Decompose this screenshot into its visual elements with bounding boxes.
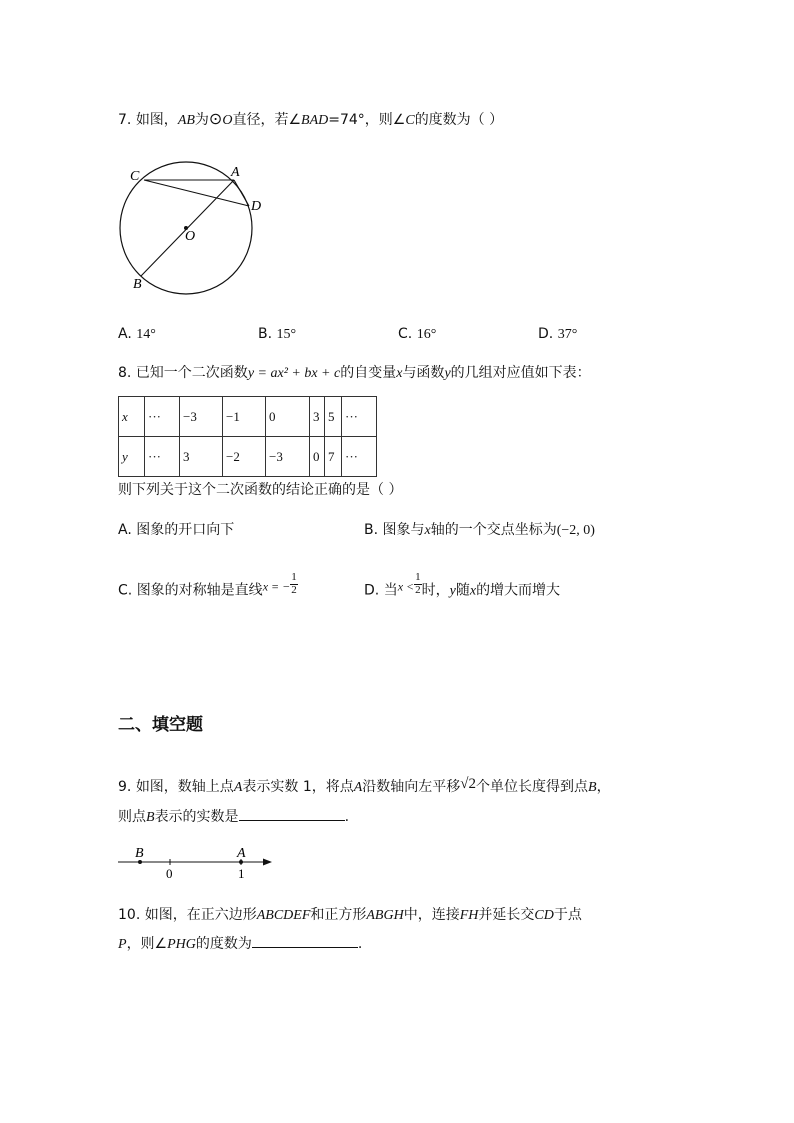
table-cell: 3 (310, 397, 325, 437)
q7-option-d[interactable]: D. 37° (538, 326, 578, 342)
fraction-one-half: $\frac{1}{2}$ (415, 571, 421, 596)
table-cell: −1 (223, 397, 266, 437)
q7-number: 7. (118, 112, 136, 128)
q8-option-d[interactable]: D. 当x < $\frac{1}{2}$ 时，y随x的增大而增大 (364, 571, 561, 599)
q8-option-a[interactable]: A. 图象的开口向下 (118, 522, 235, 538)
table-cell: −3 (180, 397, 223, 437)
label-d: D (251, 199, 262, 214)
table-cell: x (119, 397, 145, 437)
table-cell: y (119, 437, 145, 477)
table-cell: ··· (342, 437, 377, 477)
axis-arrow (263, 859, 272, 866)
table-cell: ··· (145, 437, 180, 477)
q7-option-c[interactable]: C. 16° (398, 326, 437, 342)
label-o: O (185, 229, 196, 244)
q8-stem: 8. 已知一个二次函数y = ax² + bx + c的自变量x与函数y的几组对应值如下表： (118, 365, 591, 381)
segment-ad (234, 180, 249, 206)
tick-label-0: 0 (166, 866, 173, 881)
q8-number: 8. (118, 365, 136, 381)
table-cell: −2 (223, 437, 266, 477)
answer-blank[interactable] (239, 806, 345, 821)
table-cell: ··· (145, 397, 180, 437)
q9-number-line (115, 842, 285, 882)
q10-stem-line2: P，则∠PHG的度数为 . (118, 933, 362, 952)
table-cell: 0 (266, 397, 310, 437)
table-row (119, 437, 377, 477)
q10-stem-line1: 10. 如图，在正六边形ABCDEF和正方形ABGH中，连接FH并延长交CD于点 (118, 907, 582, 923)
tick-label-1: 1 (238, 866, 245, 881)
sqrt-two: √2 (460, 776, 477, 792)
segment-cd (144, 180, 249, 206)
q7-stem: 7. 如图，AB为⊙O直径，若∠BAD=74°，则∠C的度数为（ ） (118, 109, 504, 128)
q10-number: 10. (118, 907, 145, 923)
table-cell: 0 (310, 437, 325, 477)
section-title: 二、填空题 (118, 715, 203, 735)
q8-formula: y = ax² + bx + c (247, 366, 341, 381)
fraction-one-half: $\frac{1}{2}$ (291, 571, 297, 596)
table-cell: 5 (325, 397, 342, 437)
label-c: C (130, 169, 140, 184)
table-cell: 7 (325, 437, 342, 477)
q7-option-a[interactable]: A. 14° (118, 326, 156, 342)
q8-question: 则下列关于这个二次函数的结论正确的是（ ） (118, 482, 403, 498)
table-cell: 3 (180, 437, 223, 477)
table-row (119, 397, 377, 437)
q9-stem-line1: 9. 如图，数轴上点A表示实数 1，将点A沿数轴向左平移√2个单位长度得到点B， (118, 776, 611, 795)
label-a: A (237, 846, 246, 861)
circle-dot-symbol: ⊙ (208, 109, 223, 128)
q8-option-c[interactable]: C. 图象的对称轴是直线x = − $\frac{1}{2}$ (118, 571, 297, 599)
table-cell: ··· (342, 397, 377, 437)
label-b: B (133, 277, 142, 292)
q8-option-b[interactable]: B. 图象与x轴的一个交点坐标为(−2, 0) (364, 522, 595, 538)
q9-number: 9. (118, 779, 136, 795)
label-a: A (231, 165, 240, 180)
q8-value-table (118, 396, 377, 477)
q7-option-b[interactable]: B. 15° (258, 326, 297, 342)
answer-blank[interactable] (252, 933, 358, 948)
label-b: B (135, 846, 144, 861)
q7-circle-figure (110, 160, 270, 300)
q9-stem-line2: 则点B表示的实数是 . (118, 806, 349, 825)
table-cell: −3 (266, 437, 310, 477)
